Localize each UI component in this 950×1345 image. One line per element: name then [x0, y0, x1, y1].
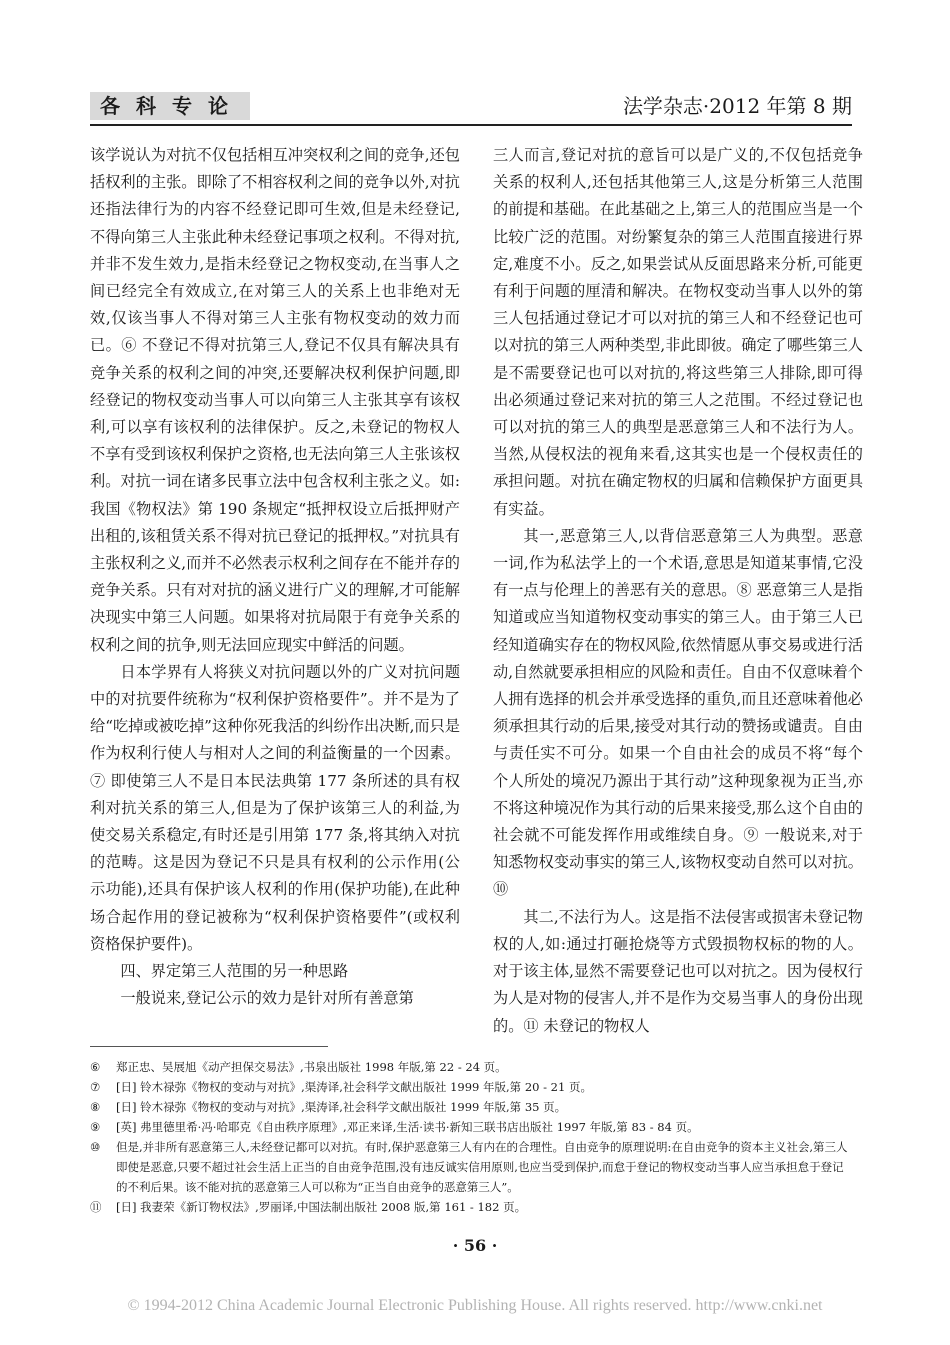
footnote	[90, 1057, 852, 1077]
footnote-number: ⑥	[90, 1060, 101, 1074]
paragraph: 日本学界有人将狭义对抗问题以外的广义对抗问题中的对抗要件统称为“权利保护资格要件”。并不是为了给“吃掉或被吃掉”这种你死我活的纠纷作出决断,而只是作为权利行使人与相对人之间的利益衡量的一个因素。⑦ 即使第三人不是日本民法典第 177 条所述的具有权利对抗关系的第三人,但是为了保护该第三人的利益,为使交易关系稳定,有时还是引用第 177 条,将其纳入对抗的范畴。这是因为登记不只是具有权利的公示作用(公示功能),还具有保护该人权利的作用(保护功能),在此种场合起作用的登记被称为“权利保护资格要件”(或权利资格保护要件)。	[90, 662, 460, 953]
footnote	[90, 1117, 852, 1137]
footnote-number: ⑨	[90, 1120, 101, 1134]
footnote-text: [日] 铃木禄弥《物权的变动与对抗》,渠涛译,社会科学文献出版社 1999 年版,第 20 - 21 页。	[116, 1080, 592, 1094]
page-header	[90, 92, 852, 122]
footnote	[90, 1137, 852, 1197]
header-rule	[90, 124, 852, 126]
footnote-number: ⑩	[90, 1140, 101, 1154]
journal-issue: 法学杂志·2012 年第 8 期	[622, 94, 852, 118]
footnote	[90, 1097, 852, 1117]
page-number: · 56 ·	[452, 1236, 498, 1255]
right-column	[493, 142, 863, 1040]
footnote-number: ⑧	[90, 1100, 101, 1114]
paragraph: 其一,恶意第三人,以背信恶意第三人为典型。恶意一词,作为私法学上的一个术语,意思是知道某事情,它没有一点与伦理上的善恶有关的意思。⑧ 恶意第三人是指知道或应当知道物权变动事实的第三人。由于第三人已经知道确实存在的物权风险,依然情愿从事交易或进行活动,自然就要承担相应的风险和责任。自由不仅意味着个人拥有选择的机会并承受选择的重负,而且还意味着他必须承担其行动的后果,接受对其行动的赞扬或谴责。自由与责任实不可分。如果一个自由社会的成员不将“每个个人所处的境况乃源出于其行动”这种现象视为正当,亦不将这种境况作为其行动的后果来接受,那么这个自由的社会就不可能发挥作用或维续自身。⑨ 一般说来,对于知悉物权变动事实的第三人,该物权变动自然可以对抗。⑩	[493, 526, 863, 899]
footnote-text: 但是,并非所有恶意第三人,未经登记都可以对抗。有时,保护恶意第三人有内在的合理性。自由竞争的原理说明:在自由竞争的资本主义社会,第三人即使是恶意,只要不超过社会生活上正当的自由竞争范围,没有违反诚实信用原则,也应当受到保护,而怠于登记的物权变动当事人应当承担怠于登记的不利后果。该不能对抗的恶意第三人可以称为“正当自由竞争的恶意第三人”。	[116, 1140, 848, 1194]
left-column	[90, 142, 460, 1013]
paragraph: 其二,不法行为人。这是指不法侵害或损害未登记物权的人,如:通过打砸抢烧等方式毁损物权标的物的人。对于该主体,显然不需要登记也可以对抗之。因为侵权行为人是对物的侵害人,并不是作为交易当事人的身份出现的。⑪ 未登记的物权人	[493, 907, 863, 1035]
footnote-number: ⑪	[90, 1200, 102, 1214]
footnote-text: [英] 弗里德里希·冯·哈耶克《自由秩序原理》,邓正来译,生活·读书·新知三联书店出版社 1997 年版,第 83 - 84 页。	[116, 1120, 699, 1134]
paragraph: 该学说认为对抗不仅包括相互冲突权利之间的竞争,还包括权利的主张。即除了不相容权利之间的竞争以外,对抗还指法律行为的内容不经登记即可生效,但是未经登记,不得向第三人主张此种未经登记事项之权利。不得对抗,并非不发生效力,是指未经登记之物权变动,在当事人之间已经完全有效成立,在对第三人的关系上也非绝对无效,仅该当事人不得对第三人主张有物权变动的效力而已。⑥ 不登记不得对抗第三人,登记不仅具有解决具有竞争关系的权利之间的冲突,还要解决权利保护问题,即经登记的物权变动当事人可以向第三人主张其享有该权利,可以享有该权利的法律保护。反之,未登记的物权人不享有受到该权利保护之资格,也无法向第三人主张该权利。对抗一词在诸多民事立法中包含权利主张之义。如:我国《物权法》第 190 条规定“抵押权设立后抵押财产出租的,该租赁关系不得对抗已登记的抵押权。”对抗具有主张权利之义,而并不必然表示权利之间存在不能并存的竞争关系。只有对对抗的涵义进行广义的理解,才可能解决现实中第三人问题。如果将对抗局限于有竞争关系的权利之间的抗争,则无法回应现实中鲜活的问题。	[90, 146, 460, 654]
copyright-notice: © 1994-2012 China Academic Journal Electronic Publishing House. All rights reserved. http://www.cnki.net	[127, 1297, 823, 1314]
paragraph: 三人而言,登记对抗的意旨可以是广义的,不仅包括竞争关系的权利人,还包括其他第三人,这是分析第三人范围的前提和基础。在此基础之上,第三人的范围应当是一个比较广泛的范围。对纷繁复杂的第三人范围直接进行界定,难度不小。反之,如果尝试从反面思路来分析,可能更有利于问题的厘清和解决。在物权变动当事人以外的第三人包括通过登记才可以对抗的第三人和不经登记也可以对抗的第三人两种类型,非此即彼。确定了哪些第三人是不需要登记也可以对抗的,将这些第三人排除,即可得出必须通过登记来对抗的第三人之范围。不经过登记也可以对抗的第三人的典型是恶意第三人和不法行为人。当然,从侵权法的视角来看,这其实也是一个侵权责任的承担问题。对抗在确定物权的归属和信赖保护方面更具有实益。	[493, 146, 863, 518]
section-heading: 四、界定第三人范围的另一种思路	[120, 962, 349, 981]
footnote-text: [日] 铃木禄弥《物权的变动与对抗》,渠涛译,社会科学文献出版社 1999 年版,第 35 页。	[116, 1100, 567, 1114]
footnotes	[90, 1057, 852, 1217]
footnote	[90, 1197, 852, 1217]
paragraph: 一般说来,登记公示的效力是针对所有善意第	[120, 989, 414, 1008]
footnote-rule	[90, 1046, 328, 1047]
footnote-number: ⑦	[90, 1080, 101, 1094]
section-title: 各科专论	[90, 92, 250, 120]
footnote-text: 郑正忠、吴展旭《动产担保交易法》,书泉出版社 1998 年版,第 22 - 24 页。	[116, 1060, 507, 1074]
footnote	[90, 1077, 852, 1097]
footnote-text: [日] 我妻荣《新订物权法》,罗丽译,中国法制出版社 2008 版,第 161 - 182 页。	[116, 1200, 527, 1214]
